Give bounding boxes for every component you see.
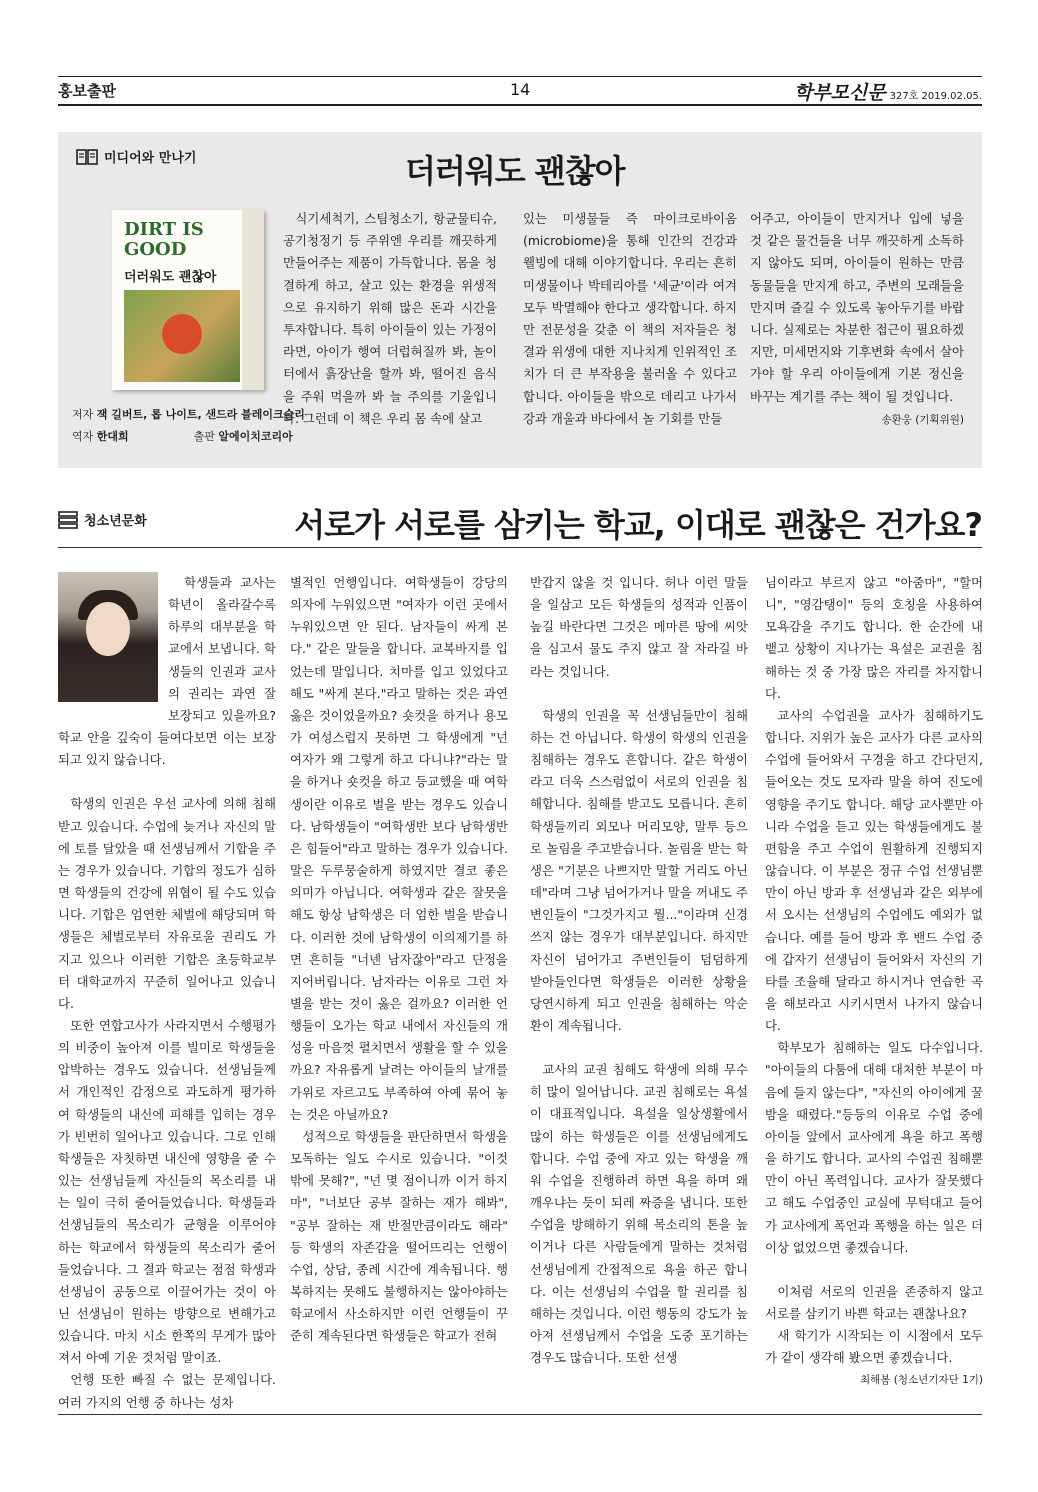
youth-paragraph: 반갑지 않을 것 입니다. 허나 이런 말들을 일삼고 모든 학생들의 성적과 인품이 높길 바란다면 그것은 메마른 땅에 씨앗을 심고서 물도 주지 않고 잘 자라길 바라는 것입니다. [530, 575, 748, 679]
paper-name: 학부모신문 [793, 82, 886, 104]
book-credits [72, 404, 305, 448]
youth-paragraph: 님이라고 부르지 않고 "아줌마", "할머니", "영감탱이" 등의 호칭을 사용하여 모욕감을 주기도 합니다. 한 순간에 내 뱉고 상황이 지나가는 욕설은 교권을 침해하는 것 중 가장 많은 자리를 차지합니다. [765, 575, 983, 701]
page-header [58, 78, 982, 104]
youth-paragraph: 학부모가 침해하는 일도 다수입니다. "아이들의 다툼에 대해 대처한 부분이 마음에 들지 않는다", "자신의 아이에게 꿀밤을 때렸다."등등의 이유로 수업 중에 아이들 앞에서 교사에게 욕을 하고 폭행을 하기도 합니다. 교사의 수업권 침해뿐만이 아닌 폭력입니다. 교사가 잘못했다고 해도 수업중인 교실에 무턱대고 들어가 교사에게 폭언과 폭행을 하는 일은 더 이상 없었으면 좋겠습니다. [765, 1040, 983, 1255]
youth-paragraph: 이처럼 서로의 인권을 존중하지 않고 서로를 삼키기 바쁜 학교는 괜찮나요? [765, 1283, 983, 1321]
youth-title: 서로가 서로를 삼키는 학교, 이대로 괜찮은 건가요? [294, 506, 982, 544]
media-section-tag [76, 147, 196, 166]
media-paragraph: 있는 미생물들 즉 마이크로바이옴(microbiome)을 통해 인간의 건강과 웰빙에 대해 이야기합니다. 우리는 흔히 미생물이나 박테리아를 '세균'이라 여겨 모두 박멸해야 한다고 생각합니다. 하지만 전문성을 갖춘 이 책의 저자들은 청결과 위생에 대한 지나치게 인위적인 조치가 더 큰 부작용을 불러올 수 있다고 합니다. 아이들을 밖으로 데리고 나가서 강과 개울과 바다에서 놀 기회를 만들 [523, 211, 737, 426]
youth-paragraph: 또한 연합고사가 사라지면서 수행평가의 비중이 높아져 이를 빌미로 학생들을 압박하는 경우도 있습니다. 선생님들께서 개인적인 감정으로 과도하게 평가하여 학생들의 내신에 피해를 입히는 경우가 빈번히 일어나고 있습니다. 그로 인해 학생들은 자칫하면 내신에 영향을 줄 수 있는 선생님들께 자신들의 목소리를 내는 일이 극히 줄어들었습니다. 학생들과 선생님들의 목소리가 균형을 이루어야 하는 학교에서 학생들의 목소리가 줄어들었습니다. 그 결과 학교는 점점 학생과 선생님이 공동으로 이끌어가는 것이 아닌 선생님이 원하는 방향으로 변해가고 있습니다. 마치 시소 한쪽의 무게가 많아져서 아예 기운 것처럼 말이죠. [58, 1017, 276, 1366]
media-column-1 [283, 208, 497, 430]
youth-paragraph: 새 학기가 시작되는 이 시점에서 모두가 같이 생각해 봤으면 좋겠습니다. [765, 1328, 983, 1366]
translator-line [72, 426, 305, 448]
book-spine [242, 210, 264, 390]
youth-signature: 최해봄 (청소년기자단 1기) [860, 1374, 983, 1387]
issue-info: 327호 2019.02.05. [889, 91, 982, 102]
paper-masthead [794, 78, 982, 105]
youth-paragraph: 성적으로 학생들을 판단하면서 학생을 모독하는 일도 수시로 있습니다. "이것 밖에 못해?", "넌 몇 점이니까 이거 하지 마", "너보단 공부 잘하는 재가 해봐", "공부 잘하는 재 반절만큼이라도 해라" 등 학생의 자존감을 떨어뜨리는 언행이 수업, 상담, 종례 시간에 계속됩니다. 행복하지는 못해도 불행하지는 않아야하는 학교에서 사소하지만 이런 언행들이 꾸준히 계속된다면 학생들은 학교가 전혀 [290, 1128, 508, 1344]
media-tag-label: 미디어와 만나기 [104, 151, 197, 166]
media-paragraph: 어주고, 아이들이 만지거나 입에 넣을 것 같은 물건들을 너무 깨끗하게 소독하지 않아도 되며, 아이들이 원하는 만큼 동물들을 만지게 하고, 주변의 모래들을 만지며 즐길 수 있도록 놓아두기를 바랍니다. 실제로는 차분한 접근이 필요하겠지만, 미세먼지와 기후변화 속에서 살아가야 할 우리 아이들에게 기본 정신을 바꾸는 계기를 주는 책이 될 것입니다. [750, 211, 964, 404]
youth-paragraph: 별적인 언행입니다. 여학생들이 강당의 의자에 누워있으면 "여자가 이런 곳에서 누워있으면 안 된다. 남자들이 싸게 본다." 같은 말들을 합니다. 교복바지를 입었는데 말입니다. 치마를 입고 있었다고 해도 "싸게 본다."라고 말하는 것은 과연 옳은 것이었을까요? 숏컷을 하거나 용모가 여성스럽지 못하면 그 학생에게 "넌 여자가 왜 그렇게 하고 다니냐?"라는 말을 하거나 숏컷을 하고 등교했을 때 여학생이란 이유로 벌을 받는 경우도 있습니다. 남학생들이 "여학생반 보다 남학생반은 힘들어"라고 말하는 경우가 있습니다. 말은 두루뭉술하게 하였지만 결코 좋은 의미가 아닙니다. 여학생과 같은 잘못을 해도 항상 남학생은 더 엄한 벌을 받습니다. 이러한 것에 남학생이 이의제기를 하면 흔히들 "너넨 남자잖아"라고 단정을 지어버립니다. 남자라는 이유로 그런 차별을 받는 것이 옳은 걸까요? 이러한 언행들이 오가는 학교 내에서 자신들의 개성을 마음껏 펼치면서 생활을 할 수 있을까요? 자유롭게 날려는 아이들의 날개를 가위로 자르고도 부족하여 아예 묶어 놓는 것은 아닐까요? [290, 575, 508, 1122]
publisher-name: 알에이치코리아 [218, 430, 293, 443]
youth-paragraph: 교사의 수업권을 교사가 침해하기도 합니다. 지위가 높은 교사가 다른 교사의 수업에 들어와서 구경을 하고 간다던지, 들어오는 것도 모자라 말을 하여 진도에 영향을 주기도 합니다. 해당 교사뿐만 아니라 수업을 듣고 있는 학생들에게도 불편함을 주고 수업이 원활하게 진행되지 않습니다. 이 부분은 정규 수업 선생님뿐만이 아닌 방과 후 선생님과 같은 외부에서 오시는 선생님의 수업에도 예외가 없습니다. 예를 들어 방과 후 밴드 수업 중에 갑자기 선생님이 들어와서 자신의 기타를 조율해 달라고 하시거나 연습한 곡을 해보라고 시키시면서 나가지 않습니다. [765, 707, 983, 1034]
reporter-photo [58, 572, 158, 702]
media-signature: 송환웅 (기획위원) [881, 413, 964, 426]
media-review-box [58, 132, 982, 468]
author-line [72, 404, 305, 426]
youth-column-2 [290, 572, 508, 1347]
youth-column-4 [765, 572, 983, 1392]
youth-tag-label: 청소년문화 [84, 514, 147, 529]
book-title-ko: 더러워도 괜찮아 [124, 270, 217, 285]
section-label: 홍보출판 [58, 82, 116, 100]
header-bottom-rule [58, 104, 982, 106]
author-names: 잭 길버트, 롭 나이트, 샌드라 블레이크슬리 [96, 408, 305, 421]
youth-column-3 [530, 572, 748, 1369]
stack-icon [58, 511, 78, 529]
publisher-label: 출판 [193, 430, 215, 443]
youth-paragraph: 언행 또한 빠질 수 없는 문제입니다. 여러 가지의 언행 중 하나는 성차 [58, 1372, 276, 1410]
youth-section-tag [58, 510, 147, 529]
media-paragraph: 식기세척기, 스팀청소기, 항균물티슈, 공기청정기 등 주위엔 우리를 깨끗하게 만들어주는 제품이 가득합니다. 몸을 청결하게 하고, 살고 있는 환경을 위생적으로 유지하기 위해 많은 돈과 시간을 투자합니다. 특히 아이들이 있는 가정이라면, 아이가 행여 더럽혀질까 봐, 놀이터에서 흙장난을 할까 봐, 떨어진 음식을 주워 먹을까 봐 늘 주의를 기울입니다. 그런데 이 책은 우리 몸 속에 살고 [283, 211, 497, 426]
book-title-en: DIRT IS GOOD [124, 219, 204, 260]
youth-paragraph: 교사의 교권 침해도 학생에 의해 무수히 많이 일어납니다. 교권 침해로는 욕설이 대표적입니다. 욕설을 일상생활에서 많이 하는 학생들은 이를 선생님에게도 합니다. 수업 중에 자고 있는 학생을 깨워 수업을 진행하려 하면 욕을 하며 왜 깨우냐는 듯이 되레 짜증을 냅니다. 또한 수업을 방해하기 위해 목소리의 톤을 높이거나 다른 사람들에게 말하는 것처럼 선생님에게 간접적으로 욕을 하곤 합니다. 이는 선생님의 수업을 할 권리를 침해하는 것입니다. 이런 행동의 강도가 높아져 선생님께서 수업을 도중 포기하는 경우도 많습니다. 또한 선생 [530, 1062, 748, 1366]
book-cover [112, 210, 264, 390]
youth-paragraph: 학생의 인권은 우선 교사에 의해 침해받고 있습니다. 수업에 늦거나 자신의 말에 토를 달았을 때 선생님께서 기합을 주는 경우가 있습니다. 기합의 정도가 심하면 학생들의 건강에 위협이 될 수도 있습니다. 기합은 엄연한 체벌에 해당되며 학생들은 체벌로부터 자유로울 권리도 가지고 있으나 이러한 기합은 초등학교부터 대학교까지 꾸준히 일어나고 있습니다. [58, 796, 276, 1011]
author-label: 저자 [72, 408, 94, 421]
youth-paragraph: 학생들과 교사는 학년이 올라갈수록 하루의 대부분을 학교에서 보냅니다. 학생들의 인권과 교사의 권리는 과연 잘 보장되고 있을까요? 학교 안을 깊숙이 들여다보면 이는 보장되고 있지 않습니다. [58, 575, 276, 768]
header-top-rule [58, 76, 982, 77]
translator-label: 역자 [72, 430, 94, 443]
youth-title-rule [58, 547, 982, 548]
media-column-2 [523, 208, 737, 430]
translator-name: 한대희 [96, 430, 129, 443]
book-icon [76, 148, 98, 166]
media-column-3 [750, 208, 964, 431]
photo-face [86, 602, 130, 656]
footer-rule [58, 1414, 982, 1415]
youth-paragraph: 학생의 인권을 꼭 선생님들만이 침해 하는 건 아닙니다. 학생이 학생의 인권을 침해하는 경우도 흔합니다. 같은 학생이라고 더욱 스스럼없이 서로의 인권을 침해합니다. 침해를 받고도 모릅니다. 흔히 학생들끼리 외모나 머리모양, 말투 등으로 놀림을 주고받습니다. 놀림을 받는 학생은 "기분은 나쁘지만 말할 거리도 아닌데"라며 그냥 넘어가거나 말을 꺼내도 주변인들이 "그것가지고 뭘..."이라며 신경 쓰지 않는 경우가 대부분입니다. 하지만 자신이 넘어가고 주변인들이 덤덤하게 받아들인다면 학생들은 이러한 상황을 당연시하게 되고 인권을 침해하는 악순환이 계속됩니다. [530, 707, 748, 1033]
book-cover-badge [162, 314, 202, 354]
page-number: 14 [510, 80, 531, 99]
media-title: 더러워도 괜찮아 [405, 152, 625, 190]
